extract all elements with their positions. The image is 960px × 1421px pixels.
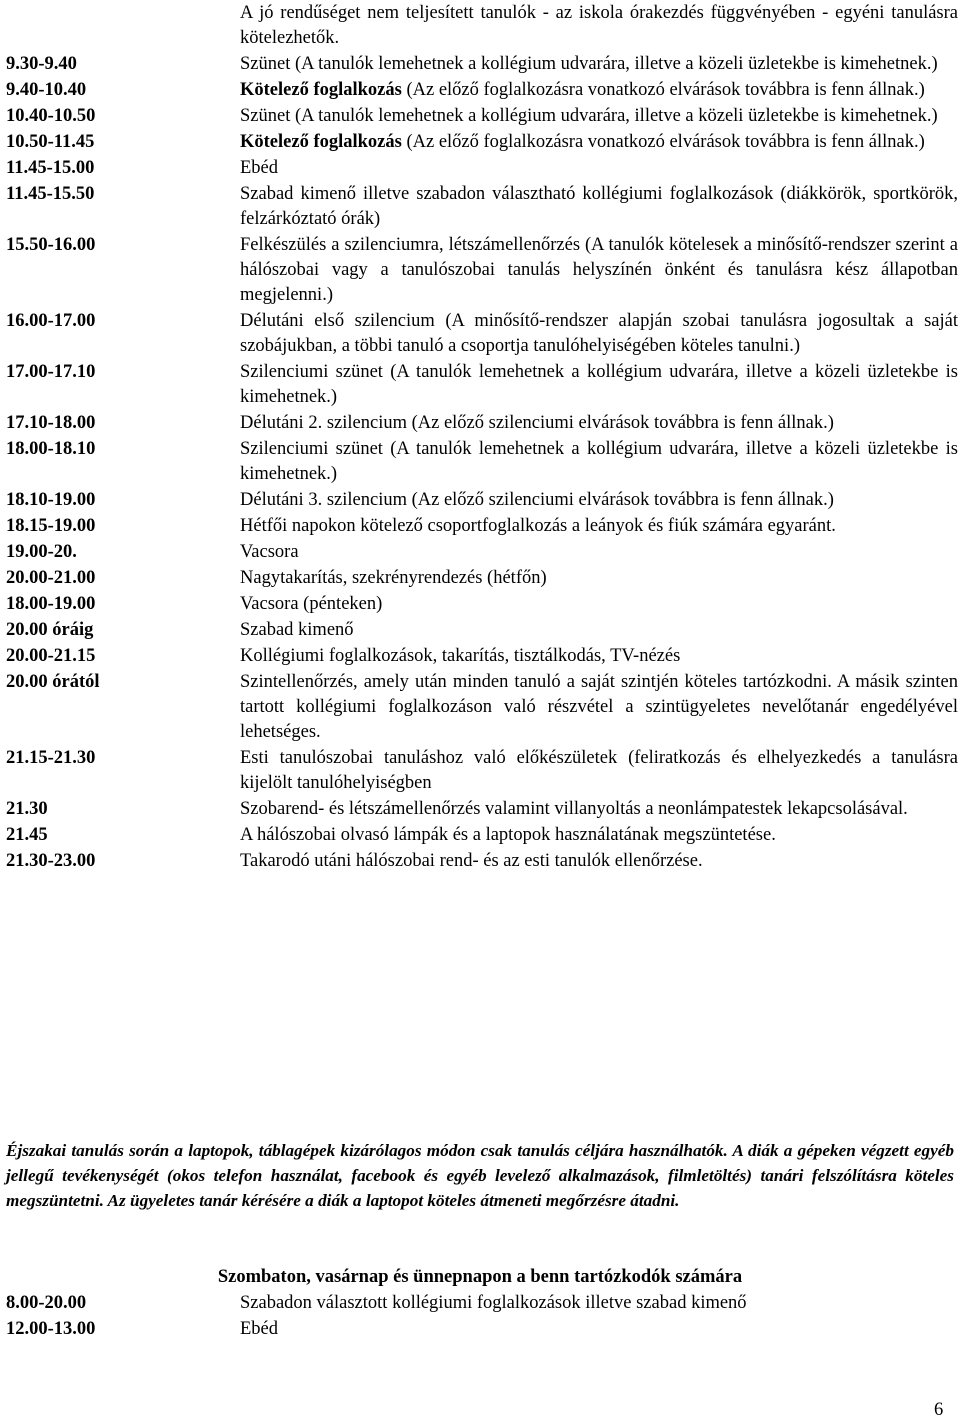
schedule-row <box>6 411 958 436</box>
activity-description <box>240 52 958 77</box>
activity-text: Esti tanulószobai tanuláshoz való előkészületek (feliratkozás és elhelyezkedés a tanulásra kijelölt tanulóhelyiségben <box>240 748 958 793</box>
schedule-row <box>6 746 958 796</box>
time-slot: 19.00-20. <box>6 542 77 562</box>
activity-description <box>240 360 958 410</box>
time-slot: 17.00-17.10 <box>6 362 96 382</box>
schedule-row <box>6 849 958 874</box>
schedule-row <box>6 1 958 51</box>
activity-text: Szabad kimenő illetve szabadon választható kollégiumi foglalkozások (diákkörök, sportkörök, felzárkóztató órák) <box>240 184 958 229</box>
time-slot: 9.40-10.40 <box>6 80 87 100</box>
mandatory-label: Kötelező foglalkozás <box>240 80 402 100</box>
activity-description <box>240 514 958 539</box>
time-slot: 11.45-15.00 <box>6 158 95 178</box>
time-slot: 21.15-21.30 <box>6 748 96 768</box>
schedule-row <box>6 670 958 745</box>
activity-description <box>240 411 958 436</box>
activity-text: Hétfői napokon kötelező csoportfoglalkozás a leányok és fiúk számára egyaránt. <box>240 516 836 536</box>
time-slot: 12.00-13.00 <box>6 1319 96 1339</box>
activity-text: Ebéd <box>240 1319 279 1339</box>
time-slot: 20.00 óráig <box>6 620 94 640</box>
activity-description <box>240 156 958 181</box>
activity-description <box>240 618 958 643</box>
activity-description <box>240 849 958 874</box>
activity-description <box>240 437 958 487</box>
schedule-row <box>6 488 958 513</box>
activity-description <box>240 233 958 308</box>
time-slot: 16.00-17.00 <box>6 311 96 331</box>
schedule-row <box>6 233 958 308</box>
schedule-row <box>6 540 958 565</box>
activity-description <box>240 670 958 745</box>
schedule-row <box>6 52 958 77</box>
schedule-row <box>6 566 958 591</box>
activity-description <box>240 1 958 51</box>
schedule-row <box>6 797 958 822</box>
activity-description <box>240 566 958 591</box>
time-slot: 20.00 órától <box>6 672 100 692</box>
activity-text: Ebéd <box>240 158 279 178</box>
activity-description <box>240 488 958 513</box>
activity-description <box>240 1291 958 1316</box>
time-slot: 20.00-21.00 <box>6 568 96 588</box>
activity-text: Délutáni 2. szilencium (Az előző szilenciumi elvárások továbbra is fenn állnak.) <box>240 413 834 433</box>
schedule-row <box>6 104 958 129</box>
activity-text: Vacsora <box>240 542 299 562</box>
schedule-row <box>6 309 958 359</box>
schedule-row <box>6 360 958 410</box>
activity-text: Szobarend- és létszámellenőrzés valamint villanyoltás a neonlámpatestek lekapcsolásával. <box>240 799 908 819</box>
time-slot: 18.10-19.00 <box>6 490 96 510</box>
activity-description <box>240 823 958 848</box>
schedule-row <box>6 1291 958 1316</box>
schedule-row <box>6 182 958 232</box>
time-slot: 18.00-19.00 <box>6 594 96 614</box>
activity-text: Szabadon választott kollégiumi foglalkozások illetve szabad kimenő <box>240 1293 747 1313</box>
activity-text: A jó rendűséget nem teljesített tanulók - az iskola órakezdés függvényében - egyéni tanulásra kötelezhetők. <box>240 3 958 48</box>
page-number: 6 <box>934 1400 944 1420</box>
time-slot: 15.50-16.00 <box>6 235 96 255</box>
weekend-schedule <box>6 1291 958 1343</box>
schedule-row <box>6 78 958 103</box>
time-slot: 9.30-9.40 <box>6 54 77 74</box>
schedule-row <box>6 156 958 181</box>
night-study-note: Éjszakai tanulás során a laptopok, táblagépek kizárólagos módon csak tanulás céljára használhatók. A diák a gépeken végzett egyéb jellegű tevékenységét (okos telefon használat, facebook és egyéb levelező alkalmazások, filmletöltés) tanári felszólításra köteles megszüntetni. Az ügyeletes tanár kérésére a diák a laptopot köteles átmeneti megőrzésre átadni. <box>6 1141 954 1210</box>
mandatory-label: Kötelező foglalkozás <box>240 132 402 152</box>
time-slot: 11.45-15.50 <box>6 184 95 204</box>
time-slot: 18.15-19.00 <box>6 516 96 536</box>
activity-text: Szünet (A tanulók lemehetnek a kollégium udvarára, illetve a közeli üzletekbe is kimehetnek.) <box>240 106 938 126</box>
time-slot: 10.40-10.50 <box>6 106 96 126</box>
activity-description <box>240 309 958 359</box>
daily-schedule <box>6 1 958 875</box>
activity-description <box>240 182 958 232</box>
activity-description <box>240 540 958 565</box>
activity-text: Takarodó utáni hálószobai rend- és az esti tanulók ellenőrzése. <box>240 851 703 871</box>
activity-text: Kollégiumi foglalkozások, takarítás, tisztálkodás, TV-nézés <box>240 646 681 666</box>
schedule-row <box>6 618 958 643</box>
activity-description <box>240 746 958 796</box>
activity-text: (Az előző foglalkozásra vonatkozó elvárások továbbra is fenn állnak.) <box>401 132 925 152</box>
activity-text: Szabad kimenő <box>240 620 354 640</box>
activity-description <box>240 104 958 129</box>
time-slot: 8.00-20.00 <box>6 1293 87 1313</box>
activity-description <box>240 797 958 822</box>
activity-description <box>240 78 958 103</box>
schedule-row <box>6 130 958 155</box>
time-slot: 21.45 <box>6 825 48 845</box>
schedule-row <box>6 1317 958 1342</box>
activity-text: Vacsora (pénteken) <box>240 594 383 614</box>
schedule-row <box>6 592 958 617</box>
time-slot <box>6 1 240 51</box>
activity-text: A hálószobai olvasó lámpák és a laptopok használatának megszüntetése. <box>240 825 776 845</box>
schedule-row <box>6 437 958 487</box>
time-slot: 10.50-11.45 <box>6 132 95 152</box>
activity-text: Szintellenőrzés, amely után minden tanuló a saját szintjén köteles tartózkodni. A másik szinten tartott kollégiumi foglalkozáson való részvétel a szintügyeletes nevelőtanár engedélyével lehetséges. <box>240 672 958 742</box>
time-slot: 21.30-23.00 <box>6 851 96 871</box>
activity-text: Szilenciumi szünet (A tanulók lemehetnek a kollégium udvarára, illetve a közeli üzletekbe is kimehetnek.) <box>240 439 958 484</box>
weekend-heading: Szombaton, vasárnap és ünnepnapon a benn tartózkodók számára <box>217 1267 743 1287</box>
activity-text: Szilenciumi szünet (A tanulók lemehetnek a kollégium udvarára, illetve a közeli üzletekbe is kimehetnek.) <box>240 362 958 407</box>
activity-text: Nagytakarítás, szekrényrendezés (hétfőn) <box>240 568 547 588</box>
time-slot: 18.00-18.10 <box>6 439 96 459</box>
activity-description <box>240 130 958 155</box>
activity-description <box>240 644 958 669</box>
time-slot: 20.00-21.15 <box>6 646 96 666</box>
activity-text: Délutáni 3. szilencium (Az előző szilenciumi elvárások továbbra is fenn állnak.) <box>240 490 834 510</box>
schedule-row <box>6 823 958 848</box>
time-slot: 17.10-18.00 <box>6 413 96 433</box>
schedule-row <box>6 514 958 539</box>
schedule-row <box>6 644 958 669</box>
activity-text: (Az előző foglalkozásra vonatkozó elvárások továbbra is fenn állnak.) <box>401 80 925 100</box>
time-slot: 21.30 <box>6 799 48 819</box>
activity-text: Délutáni első szilencium (A minősítő-rendszer alapján szobai tanulásra jogosultak a saját szobájukban, a többi tanuló a csoportja tanulóhelyiségében köteles tanulni.) <box>240 311 958 356</box>
activity-text: Felkészülés a szilenciumra, létszámellenőrzés (A tanulók kötelesek a minősítő-rendszer szerint a hálószobai vagy a tanulószobai tanulás helyszínén önként és tanulásra kész állapotban megjelenni.) <box>240 235 958 305</box>
activity-description <box>240 592 958 617</box>
activity-text: Szünet (A tanulók lemehetnek a kollégium udvarára, illetve a közeli üzletekbe is kimehetnek.) <box>240 54 938 74</box>
activity-description <box>240 1317 958 1342</box>
